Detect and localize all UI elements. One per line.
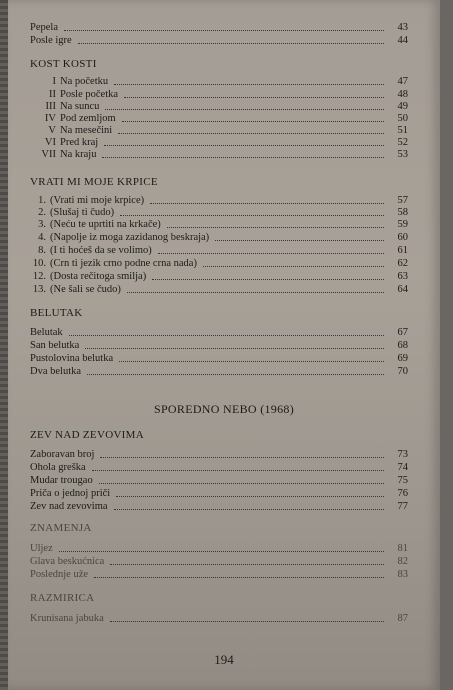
dot-leader (64, 29, 384, 31)
dot-leader (158, 252, 384, 254)
entry-title: Pepela (30, 22, 58, 33)
entry-number: 13. (32, 284, 46, 295)
entry-page: 57 (397, 195, 408, 206)
entry-page: 49 (397, 101, 408, 112)
entry-page: 51 (397, 125, 408, 136)
page-number: 194 (214, 652, 234, 667)
entry-page: 76 (397, 488, 408, 499)
dot-leader (124, 96, 384, 98)
section-heading: ZEV NAD ZEVOVIMA (30, 429, 144, 441)
entry-title: Pustolovina belutka (30, 353, 114, 364)
dot-leader (119, 360, 384, 362)
entry-page: 69 (397, 353, 408, 364)
entry-title: (Neću te uprtiti na krkače) (50, 219, 161, 230)
toc-entry (30, 556, 408, 568)
dot-leader (99, 482, 384, 484)
toc-entry (30, 245, 408, 257)
entry-page: 87 (397, 613, 408, 624)
entry-number: III (45, 101, 56, 112)
entry-title: Zev nad zevovima (30, 501, 108, 512)
entry-number: 1. (38, 195, 46, 206)
entry-page: 44 (397, 35, 408, 46)
entry-page: 70 (397, 366, 408, 377)
toc-entry (30, 284, 408, 296)
dot-leader (87, 373, 384, 375)
toc-entry (30, 258, 408, 270)
entry-title: (Ne šali se čudo) (50, 284, 121, 295)
entry-page: 82 (397, 556, 408, 567)
entry-number: 4. (38, 232, 46, 243)
toc-entry (30, 195, 408, 207)
entry-page: 58 (397, 207, 408, 218)
dot-leader (152, 278, 384, 280)
entry-title: Krunisana jabuka (30, 613, 104, 624)
entry-title: (Crn ti jezik crno podne crna nada) (50, 258, 197, 269)
toc-entry (30, 137, 408, 149)
dot-leader (203, 265, 384, 267)
toc-entry (30, 327, 408, 339)
dot-leader (122, 120, 384, 122)
entry-page: 77 (397, 501, 408, 512)
toc-entry (30, 501, 408, 513)
entry-number: 2. (38, 207, 46, 218)
entry-number: 10. (32, 258, 46, 269)
entry-page: 60 (397, 232, 408, 243)
entry-title: (Dosta rečitoga smilja) (50, 271, 147, 282)
entry-page: 47 (397, 76, 408, 87)
entry-number: VII (41, 149, 56, 160)
toc-entry (30, 353, 408, 365)
entry-page: 59 (397, 219, 408, 230)
entry-title: Na početku (60, 76, 109, 87)
entry-title: Priča o jednoj priči (30, 488, 111, 499)
entry-title: (I ti hoćeš da se volimo) (50, 245, 152, 256)
toc-entry (30, 569, 408, 581)
entry-title: Poslednje uže (30, 569, 89, 580)
dot-leader (114, 508, 384, 510)
toc-entry (30, 543, 408, 555)
entry-page: 68 (397, 340, 408, 351)
entry-page: 48 (397, 89, 408, 100)
dot-leader (102, 156, 384, 158)
section-heading: RAZMIRICA (30, 592, 95, 604)
entry-title: Na mesečini (60, 125, 113, 136)
entry-page: 73 (397, 449, 408, 460)
entry-title: San belutka (30, 340, 80, 351)
entry-number: 3. (38, 219, 46, 230)
section-heading: KOST KOSTI (30, 58, 97, 70)
toc-entry (30, 76, 408, 88)
dot-leader (59, 550, 384, 552)
entry-title: Uljez (30, 543, 53, 554)
entry-number: II (49, 89, 56, 100)
entry-page: 64 (397, 284, 408, 295)
entry-title: Posle igre (30, 35, 72, 46)
dot-leader (110, 563, 384, 565)
section-heading: BELUTAK (30, 307, 83, 319)
toc-entry (30, 462, 408, 474)
toc-entry (30, 113, 408, 125)
dot-leader (118, 132, 384, 134)
part-title: SPOREDNO NEBO (1968) (153, 402, 294, 416)
entry-title: Ohola greška (30, 462, 86, 473)
dot-leader (105, 108, 384, 110)
dot-leader (110, 620, 384, 622)
book-page (8, 0, 440, 690)
dot-leader (114, 83, 384, 85)
entry-title: Pod zemljom (60, 113, 116, 124)
entry-number: VI (44, 137, 56, 148)
dot-leader (94, 576, 384, 578)
entry-number: I (52, 76, 56, 87)
toc-entry (30, 207, 408, 219)
dot-leader (78, 42, 384, 44)
entry-page: 52 (397, 137, 408, 148)
toc-entry (30, 35, 408, 47)
dot-leader (215, 239, 384, 241)
entry-title: Posle početka (60, 89, 119, 100)
dot-leader (150, 202, 384, 204)
toc-entry (30, 488, 408, 500)
toc-entry (30, 475, 408, 487)
entry-title: Belutak (30, 327, 63, 338)
entry-title: (Slušaj ti čudo) (50, 207, 115, 218)
toc-entry (30, 449, 408, 461)
dot-leader (100, 456, 384, 458)
dot-leader (69, 334, 384, 336)
entry-page: 43 (397, 22, 408, 33)
entry-page: 63 (397, 271, 408, 282)
entry-page: 53 (397, 149, 408, 160)
entry-title: Na kraju (60, 149, 97, 160)
entry-title: (Napolje iz moga zazidanog beskraja) (50, 232, 210, 243)
dot-leader (127, 291, 384, 293)
toc-entry (30, 89, 408, 101)
entry-page: 50 (397, 113, 408, 124)
entry-number: 8. (38, 245, 46, 256)
dot-leader (85, 347, 384, 349)
entry-title: Na suncu (60, 101, 100, 112)
entry-title: Dva belutka (30, 366, 82, 377)
section-heading: ZNAMENJA (30, 522, 92, 534)
entry-title: Pred kraj (60, 137, 99, 148)
toc-entry (30, 101, 408, 113)
toc-entry (30, 219, 408, 231)
toc-entry (30, 125, 408, 137)
entry-page: 74 (397, 462, 408, 473)
entry-title: Glava beskućnica (30, 556, 105, 567)
entry-number: IV (44, 113, 56, 124)
toc-entry (30, 613, 408, 625)
entry-page: 83 (397, 569, 408, 580)
adjacent-page-edge (0, 0, 8, 690)
toc-entry (30, 340, 408, 352)
entry-page: 81 (397, 543, 408, 554)
dot-leader (167, 226, 384, 228)
entry-page: 61 (397, 245, 408, 256)
dot-leader (116, 495, 384, 497)
entry-page: 62 (397, 258, 408, 269)
dot-leader (104, 144, 384, 146)
entry-page: 75 (397, 475, 408, 486)
toc-entry (30, 366, 408, 378)
dot-leader (120, 214, 384, 216)
entry-number: 12. (32, 271, 46, 282)
toc-entry (30, 232, 408, 244)
section-heading: VRATI MI MOJE KRPICE (30, 176, 158, 188)
entry-title: Zaboravan broj (30, 449, 95, 460)
toc-entry (30, 22, 408, 34)
entry-page: 67 (397, 327, 408, 338)
entry-title: Mudar trougao (30, 475, 93, 486)
entry-number: V (48, 125, 56, 136)
dot-leader (92, 469, 384, 471)
toc-entry (30, 149, 408, 161)
toc-entry (30, 271, 408, 283)
entry-title: (Vrati mi moje krpice) (50, 195, 145, 206)
